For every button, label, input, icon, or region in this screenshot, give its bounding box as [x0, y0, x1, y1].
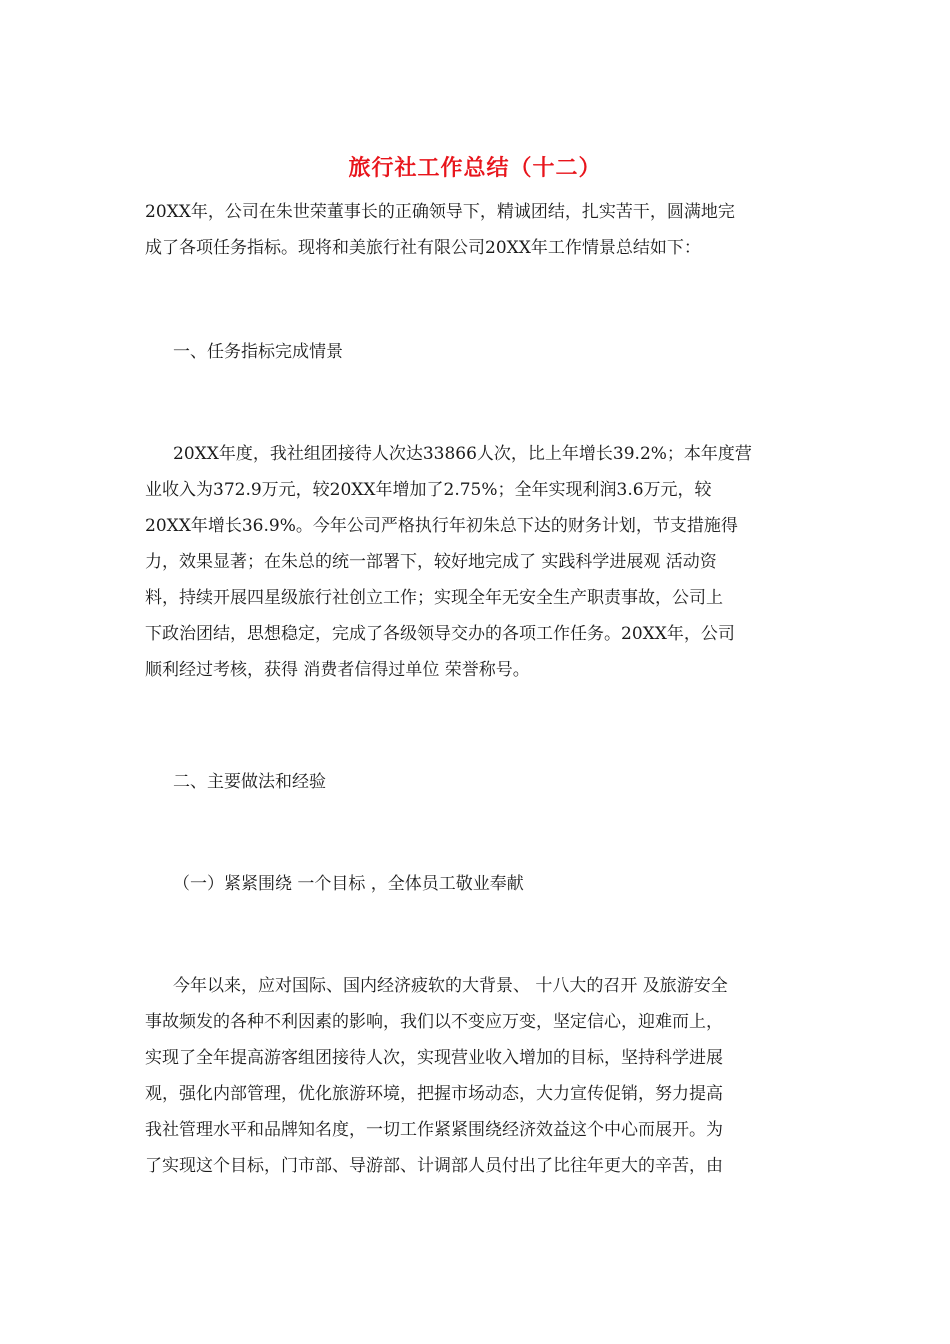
- subsection-1-line: 我社管理水平和品牌知名度，一切工作紧紧围绕经济效益这个中心而展开。为: [145, 1120, 723, 1140]
- section-1-line: 料，持续开展四星级旅行社创立工作；实现全年无安全生产职责事故，公司上: [145, 588, 723, 608]
- subsection-1-heading: （一）紧紧围绕 一个目标 ，全体员工敬业奉献: [173, 874, 524, 894]
- document-title: 旅行社工作总结（十二）: [348, 155, 602, 181]
- section-2-heading: 二、主要做法和经验: [173, 772, 326, 792]
- intro-line: 20XX年，公司在朱世荣董事长的正确领导下，精诚团结，扎实苦干，圆满地完: [145, 202, 735, 222]
- subsection-1-line: 了实现这个目标，门市部、导游部、计调部人员付出了比往年更大的辛苦，由: [145, 1156, 723, 1176]
- section-1-line: 顺利经过考核，获得 消费者信得过单位 荣誉称号。: [145, 660, 530, 680]
- section-1-line: 20XX年增长36.9%。今年公司严格执行年初朱总下达的财务计划，节支措施得: [145, 516, 738, 536]
- subsection-1-paragraph: [145, 968, 805, 1184]
- section-1-line: 下政治团结，思想稳定，完成了各级领导交办的各项工作任务。20XX年，公司: [145, 624, 735, 644]
- subsection-1-line: 今年以来，应对国际、国内经济疲软的大背景、 十八大的召开 及旅游安全: [173, 976, 728, 996]
- section-1-line: 业收入为372.9万元，较20XX年增加了2.75%；全年实现利润3.6万元，较: [145, 480, 712, 500]
- subsection-1-line: 事故频发的各种不利因素的影响，我们以不变应万变，坚定信心，迎难而上，: [145, 1012, 723, 1032]
- section-1-line: 20XX年度，我社组团接待人次达33866人次，比上年增长39.2%；本年度营: [173, 444, 752, 464]
- intro-paragraph: [145, 194, 805, 266]
- intro-line: 成了各项任务指标。现将和美旅行社有限公司20XX年工作情景总结如下：: [145, 238, 701, 258]
- section-1-paragraph: [145, 436, 805, 688]
- subsection-1-line: 实现了全年提高游客组团接待人次，实现营业收入增加的目标，坚持科学进展: [145, 1048, 723, 1068]
- section-1-line: 力，效果显著；在朱总的统一部署下，较好地完成了 实践科学进展观 活动资: [145, 552, 717, 572]
- subsection-1-line: 观，强化内部管理，优化旅游环境，把握市场动态，大力宣传促销，努力提高: [145, 1084, 723, 1104]
- section-1-heading: 一、任务指标完成情景: [173, 342, 343, 362]
